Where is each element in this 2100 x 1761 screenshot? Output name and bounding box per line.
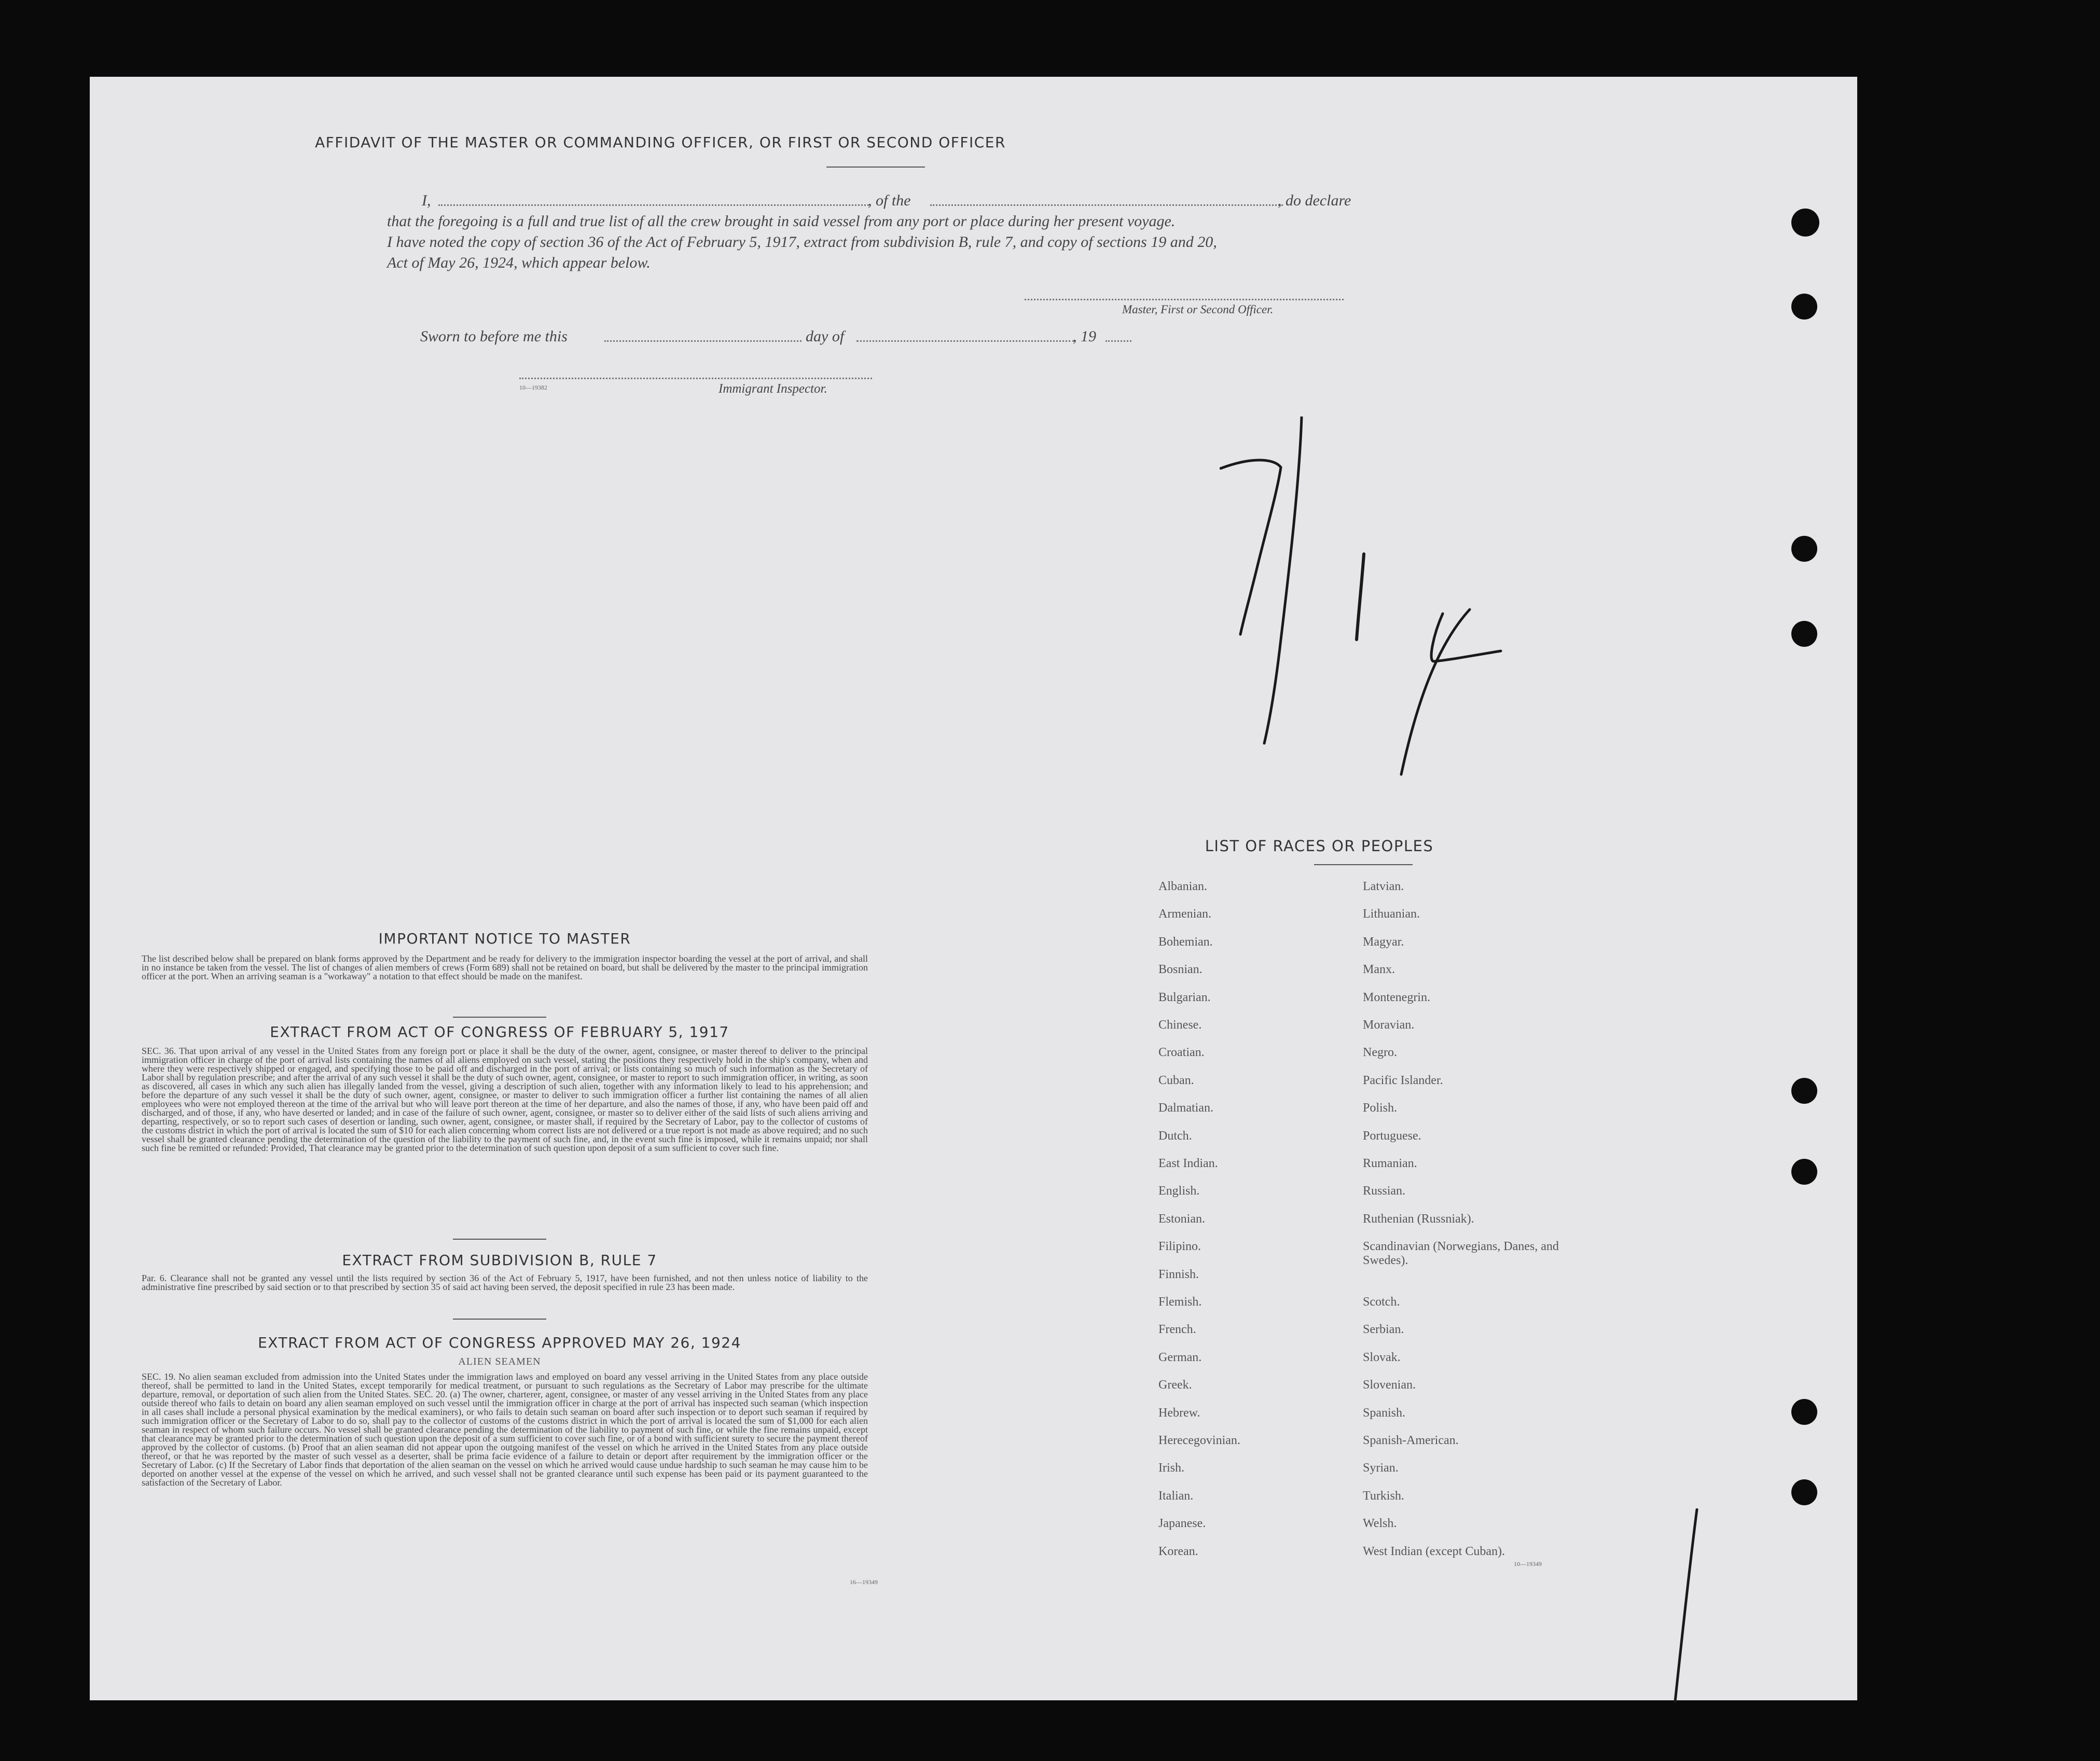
race-item: Turkish. <box>1363 1489 1404 1503</box>
races-form-number: 10—19349 <box>1514 1560 1542 1568</box>
race-item: Magyar. <box>1363 935 1404 949</box>
race-item: Finnish. <box>1158 1267 1199 1281</box>
race-item: Spanish-American. <box>1363 1434 1459 1447</box>
affidavit-form-number: 10—19382 <box>519 384 547 391</box>
inspector-label: Immigrant Inspector. <box>719 382 827 396</box>
race-item: Scotch. <box>1363 1295 1400 1309</box>
race-item: Russian. <box>1363 1184 1406 1198</box>
affidavit-line-3: I have noted the copy of section 36 of the Act of February 5, 1917, extract from subdivision B, rule 7, and copy of sections 19 and 20, <box>387 233 1217 251</box>
handwritten-date <box>1220 417 1583 821</box>
race-item: Montenegrin. <box>1363 990 1430 1004</box>
race-item: East Indian. <box>1158 1157 1218 1170</box>
master-signature-line <box>1025 299 1344 300</box>
document-page <box>90 77 1857 1700</box>
rule-7-body: Par. 6. Clearance shall not be granted any vessel until the lists required by section 36 of the Act of February 5, 1917, have been furnished, and not then unless notice of liability to the administrative fine prescribed by said section or to that prescribed by section 35 of said act having been served, the deposit specified in rule 23 has been made. <box>142 1273 868 1292</box>
race-item: Spanish. <box>1363 1406 1406 1420</box>
race-item: Estonian. <box>1158 1212 1205 1226</box>
rule-7-divider <box>453 1319 546 1320</box>
race-item: Pacific Islander. <box>1363 1073 1443 1087</box>
race-item: Japanese. <box>1158 1517 1206 1531</box>
race-item: Polish. <box>1363 1101 1398 1115</box>
affidavit-line-4: Act of May 26, 1924, which appear below. <box>387 254 651 271</box>
race-item: Lithuanian. <box>1363 907 1420 921</box>
binder-hole <box>1791 1159 1817 1185</box>
race-item: Slovak. <box>1363 1350 1401 1364</box>
binder-hole <box>1791 1479 1817 1505</box>
handwritten-page-number <box>1672 1508 1703 1705</box>
race-item: Italian. <box>1158 1489 1194 1503</box>
race-item: Filipino. <box>1158 1240 1201 1254</box>
race-item: Moravian. <box>1363 1018 1415 1032</box>
affidavit-i: I, <box>422 192 431 209</box>
race-item: Syrian. <box>1363 1461 1399 1475</box>
race-item: Bosnian. <box>1158 963 1203 977</box>
title-divider <box>826 167 925 168</box>
binder-hole <box>1791 1078 1817 1104</box>
race-item: Ruthenian (Russniak). <box>1363 1212 1474 1226</box>
sworn-label: Sworn to before me this <box>420 328 568 345</box>
race-item: Cuban. <box>1158 1073 1194 1087</box>
race-item: Serbian. <box>1363 1323 1404 1337</box>
notice-divider <box>453 1017 546 1018</box>
races-title: LIST OF RACES OR PEOPLES <box>1205 837 1434 855</box>
day-of-label: day of <box>806 328 845 345</box>
race-item: Flemish. <box>1158 1295 1202 1309</box>
races-divider <box>1314 864 1413 865</box>
race-item: Dalmatian. <box>1158 1101 1213 1115</box>
race-item: Bohemian. <box>1158 935 1213 949</box>
binder-hole <box>1791 536 1817 562</box>
month-blank <box>856 340 1074 342</box>
extract-1917-title: EXTRACT FROM ACT OF CONGRESS OF FEBRUARY 5, 1917 <box>270 1023 729 1041</box>
binder-hole <box>1791 294 1817 320</box>
race-item: Dutch. <box>1158 1129 1192 1143</box>
race-item: Greek. <box>1158 1378 1192 1392</box>
name-blank <box>438 204 869 206</box>
extract-form-number: 16—19349 <box>850 1578 878 1586</box>
race-item: Latvian. <box>1363 880 1404 893</box>
year-label: , 19 <box>1073 328 1096 345</box>
race-item: Rumanian. <box>1363 1157 1417 1170</box>
race-item: Hebrew. <box>1158 1406 1200 1420</box>
race-item: Scandinavian (Norwegians, Danes, and Swedes). <box>1363 1240 1559 1268</box>
race-item: French. <box>1158 1323 1196 1337</box>
affidavit-title: AFFIDAVIT OF THE MASTER OR COMMANDING OFFICER, OR FIRST OR SECOND OFFICER <box>315 134 1006 151</box>
rule-7-title: EXTRACT FROM SUBDIVISION B, RULE 7 <box>342 1252 657 1269</box>
binder-hole <box>1791 621 1817 647</box>
extract-1924-title: EXTRACT FROM ACT OF CONGRESS APPROVED MAY 26, 1924 <box>258 1334 741 1351</box>
binder-hole <box>1791 1399 1817 1425</box>
master-signature-label: Master, First or Second Officer. <box>1122 303 1274 316</box>
binder-hole <box>1791 209 1819 237</box>
race-item: Herecegovinian. <box>1158 1434 1240 1447</box>
race-item: Chinese. <box>1158 1018 1202 1032</box>
year-blank <box>1106 340 1131 342</box>
extract-1917-divider <box>453 1239 546 1240</box>
affidavit-declare: , do declare <box>1278 192 1351 209</box>
race-item: Welsh. <box>1363 1517 1397 1531</box>
race-item: Portuguese. <box>1363 1129 1421 1143</box>
race-item: German. <box>1158 1350 1202 1364</box>
vessel-blank <box>930 204 1283 206</box>
inspector-signature-line <box>519 378 872 379</box>
race-item: West Indian (except Cuban). <box>1363 1544 1505 1558</box>
race-item: Bulgarian. <box>1158 990 1211 1004</box>
notice-body: The list described below shall be prepared on blank forms approved by the Department and be ready for delivery to the immigration inspector boarding the vessel at the port of arrival, and shall in no instance be taken from the vessel. The list of changes of alien members of crews (Form 689) shall not be retained on board, but shall be delivered by the master to the principal immigration officer at the port. When an arriving seaman is a "workaway" a notation to that effect should be made on the manifest. <box>142 953 868 981</box>
race-item: English. <box>1158 1184 1200 1198</box>
race-item: Negro. <box>1363 1046 1397 1060</box>
race-item: Albanian. <box>1158 880 1207 893</box>
race-item: Korean. <box>1158 1544 1198 1558</box>
race-item: Croatian. <box>1158 1046 1205 1060</box>
race-item: Manx. <box>1363 963 1395 977</box>
race-item: Irish. <box>1158 1461 1184 1475</box>
affidavit-of-the: , of the <box>868 192 911 209</box>
sworn-day-blank <box>604 340 802 342</box>
notice-title: IMPORTANT NOTICE TO MASTER <box>378 930 631 947</box>
affidavit-line-2: that the foregoing is a full and true list of all the crew brought in said vessel from any port or place during her present voyage. <box>387 213 1176 230</box>
race-item: Armenian. <box>1158 907 1211 921</box>
alien-seamen-subtitle: ALIEN SEAMEN <box>458 1356 541 1367</box>
extract-1924-body: SEC. 19. No alien seaman excluded from admission into the United States under the immigration laws and employed on board any vessel arriving in the United States from any place outside thereof, shall be permitted to land in the United States, except temporarily for medical treatment, or pursuant to such regulations as the Secretary of Labor may prescribe for the ultimate departure, removal, or deportation of such alien from the United States. SEC. 20. (a) The owner, charterer, agent, consignee, or master of any vessel arriving in the United States from any place outside thereof who fails to detain on board any alien seaman employed on such vessel until the immigration officer in charge at the port of arrival has inspected such seaman (which inspection in all cases shall include a personal physical examination by the medical examiners), or who fails to detain such seaman on board after such inspection or to deport such seaman if required by such immigration officer or the Secretary of Labor to do so, shall pay to the collector of customs of the customs district in which the port of arrival is located the sum of $1,000 for each alien seaman in respect of whom such failure occurs. No vessel shall be granted clearance pending the determination of the liability to payment of such fine, or while the fine remains unpaid, except that clearance may be granted prior to the determination of such question upon the deposit of a sum sufficient to cover such fine, or of a bond with sufficient surety to secure the payment thereof approved by the collector of customs. (b) Proof that an alien seaman did not appear upon the outgoing manifest of the vessel on which he arrived in the United States from any place outside thereof, or that he was reported by the master of such vessel as a deserter, shall be prima facie evidence of a failure to detain or deport after requirement by the immigration officer or the Secretary of Labor. (c) If the Secretary of Labor finds that deportation of the alien seaman on the vessel on which he arrived would cause undue hardship to such seaman he may cause him to be deported on another vessel at the expense of the vessel on which he arrived, and such vessel shall not be granted clearance until such expense has been paid or its payment guaranteed to the satisfaction of the Secretary of Labor. <box>142 1371 868 1488</box>
race-item: Slovenian. <box>1363 1378 1416 1392</box>
extract-1917-body: SEC. 36. That upon arrival of any vessel in the United States from any foreign port or place it shall be the duty of the owner, agent, consignee, or master thereof to deliver to the principal immigration officer in charge of the port of arrival lists containing the names of all aliens employed on such vessel, stating the positions they respectively hold in the ship's company, when and where they were respectively shipped or engaged, and specifying those to be paid off and discharged in the port of arrival; or lists containing so much of such information as the Secretary of Labor shall by regulation prescribe; and after the arrival of any such vessel it shall be the duty of such owner, agent, consignee, or master to report to such immigration officer, in writing, as soon as discovered, all cases in which any such alien has illegally landed from the vessel, giving a description of such alien, together with any information likely to lead to his apprehension; and before the departure of any such vessel it shall be the duty of such owner, agent, consignee, or master to deliver to such immigration officer a further list containing the names of all alien employees who were not employed thereon at the time of the arrival but who will leave port thereon at the time of her departure, and also the names of those, if any, who have been paid off and discharged, and of those, if any, who have deserted or landed; and in case of the failure of such owner, agent, consignee, or master so to deliver either of the said lists of such aliens arriving and departing, respectively, or so to report such cases of desertion or landing, such owner, agent, consignee, or master shall, if required by the Secretary of Labor, pay to the collector of customs of the customs district in which the port of arrival is located the sum of $10 for each alien concerning whom correct lists are not delivered or a true report is not made as above required; and no such vessel shall be granted clearance pending the determination of the question of the liability to the payment of such fine, and, in the event such fine is imposed, while it remains unpaid; nor shall such fine be remitted or refunded: Provided, That clearance may be granted prior to the determination of such question upon deposit of a sum sufficient to cover such fine. <box>142 1046 868 1153</box>
